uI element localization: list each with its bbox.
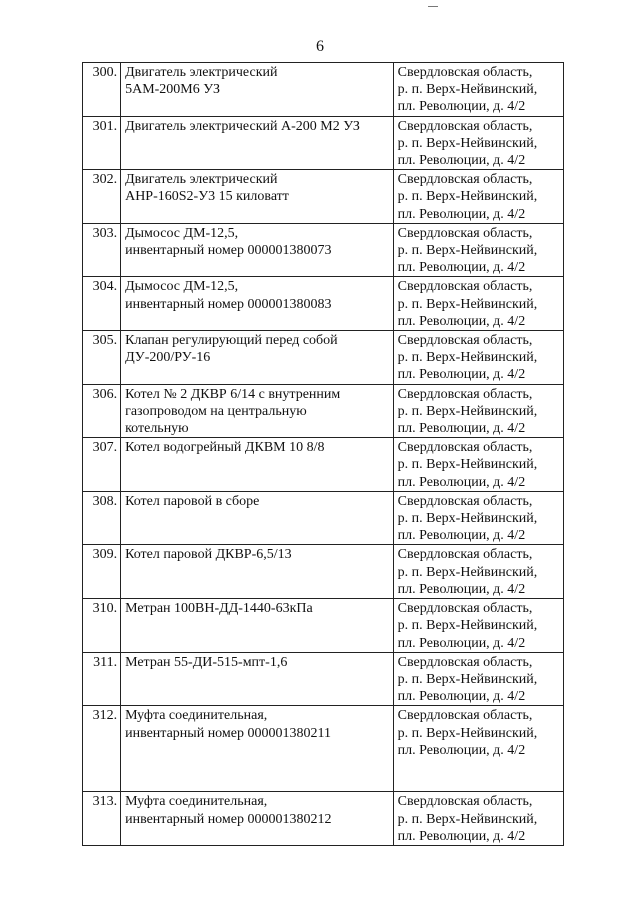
item-location: Свердловская область, р. п. Верх-Нейвинский, пл. Революции, д. 4/2: [393, 223, 563, 277]
row-number: 305.: [83, 331, 121, 385]
table-row: [83, 599, 564, 653]
item-name: Дымосос ДМ-12,5, инвентарный номер 000001380073: [121, 223, 394, 277]
item-location: Свердловская область, р. п. Верх-Нейвинский, пл. Революции, д. 4/2: [393, 545, 563, 599]
table-row: [83, 63, 564, 117]
item-name: Метран 100ВН-ДД-1440-63кПа: [121, 599, 394, 653]
item-name: Котел паровой в сборе: [121, 491, 394, 545]
property-table-body: [83, 63, 564, 846]
item-name: Дымосос ДМ-12,5, инвентарный номер 000001380083: [121, 277, 394, 331]
row-number: 300.: [83, 63, 121, 117]
item-name: Котел водогрейный ДКВМ 10 8/8: [121, 438, 394, 492]
item-location: Свердловская область, р. п. Верх-Нейвинский, пл. Революции, д. 4/2: [393, 384, 563, 438]
item-name: Котел паровой ДКВР-6,5/13: [121, 545, 394, 599]
row-number: 302.: [83, 170, 121, 224]
page-number: 6: [316, 38, 324, 55]
item-name: Двигатель электрический 5АМ-200М6 УЗ: [121, 63, 394, 117]
item-name: Клапан регулирующий перед собой ДУ-200/РУ-16: [121, 331, 394, 385]
item-location: Свердловская область, р. п. Верх-Нейвинский, пл. Революции, д. 4/2: [393, 706, 563, 792]
row-number: 313.: [83, 792, 121, 846]
table-row: [83, 223, 564, 277]
item-location: Свердловская область, р. п. Верх-Нейвинский, пл. Революции, д. 4/2: [393, 170, 563, 224]
table-row: [83, 170, 564, 224]
item-location: Свердловская область, р. п. Верх-Нейвинский, пл. Революции, д. 4/2: [393, 63, 563, 117]
row-number: 306.: [83, 384, 121, 438]
item-location: Свердловская область, р. п. Верх-Нейвинский, пл. Революции, д. 4/2: [393, 491, 563, 545]
table-row: [83, 652, 564, 706]
property-table: [82, 62, 564, 846]
row-number: 308.: [83, 491, 121, 545]
scan-mark: [428, 6, 438, 7]
table-row: [83, 116, 564, 170]
row-number: 303.: [83, 223, 121, 277]
table-row: [83, 438, 564, 492]
item-name: Котел № 2 ДКВР 6/14 с внутренним газопроводом на центральную котельную: [121, 384, 394, 438]
table-row: [83, 491, 564, 545]
item-name: Муфта соединительная, инвентарный номер 000001380212: [121, 792, 394, 846]
table-row: [83, 277, 564, 331]
table-row: [83, 331, 564, 385]
item-name: Муфта соединительная, инвентарный номер 000001380211: [121, 706, 394, 792]
item-location: Свердловская область, р. п. Верх-Нейвинский, пл. Революции, д. 4/2: [393, 599, 563, 653]
table-row: [83, 545, 564, 599]
row-number: 309.: [83, 545, 121, 599]
item-location: Свердловская область, р. п. Верх-Нейвинский, пл. Революции, д. 4/2: [393, 331, 563, 385]
table-row: [83, 384, 564, 438]
row-number: 311.: [83, 652, 121, 706]
item-location: Свердловская область, р. п. Верх-Нейвинский, пл. Революции, д. 4/2: [393, 116, 563, 170]
item-location: Свердловская область, р. п. Верх-Нейвинский, пл. Революции, д. 4/2: [393, 792, 563, 846]
item-name: Двигатель электрический АНР-160S2-У3 15 киловатт: [121, 170, 394, 224]
row-number: 301.: [83, 116, 121, 170]
row-number: 312.: [83, 706, 121, 792]
table-row: [83, 706, 564, 792]
row-number: 304.: [83, 277, 121, 331]
table-row: [83, 792, 564, 846]
item-location: Свердловская область, р. п. Верх-Нейвинский, пл. Революции, д. 4/2: [393, 652, 563, 706]
item-location: Свердловская область, р. п. Верх-Нейвинский, пл. Революции, д. 4/2: [393, 438, 563, 492]
row-number: 310.: [83, 599, 121, 653]
item-location: Свердловская область, р. п. Верх-Нейвинский, пл. Революции, д. 4/2: [393, 277, 563, 331]
row-number: 307.: [83, 438, 121, 492]
item-name: Двигатель электрический А-200 М2 УЗ: [121, 116, 394, 170]
item-name: Метран 55-ДИ-515-мпт-1,6: [121, 652, 394, 706]
